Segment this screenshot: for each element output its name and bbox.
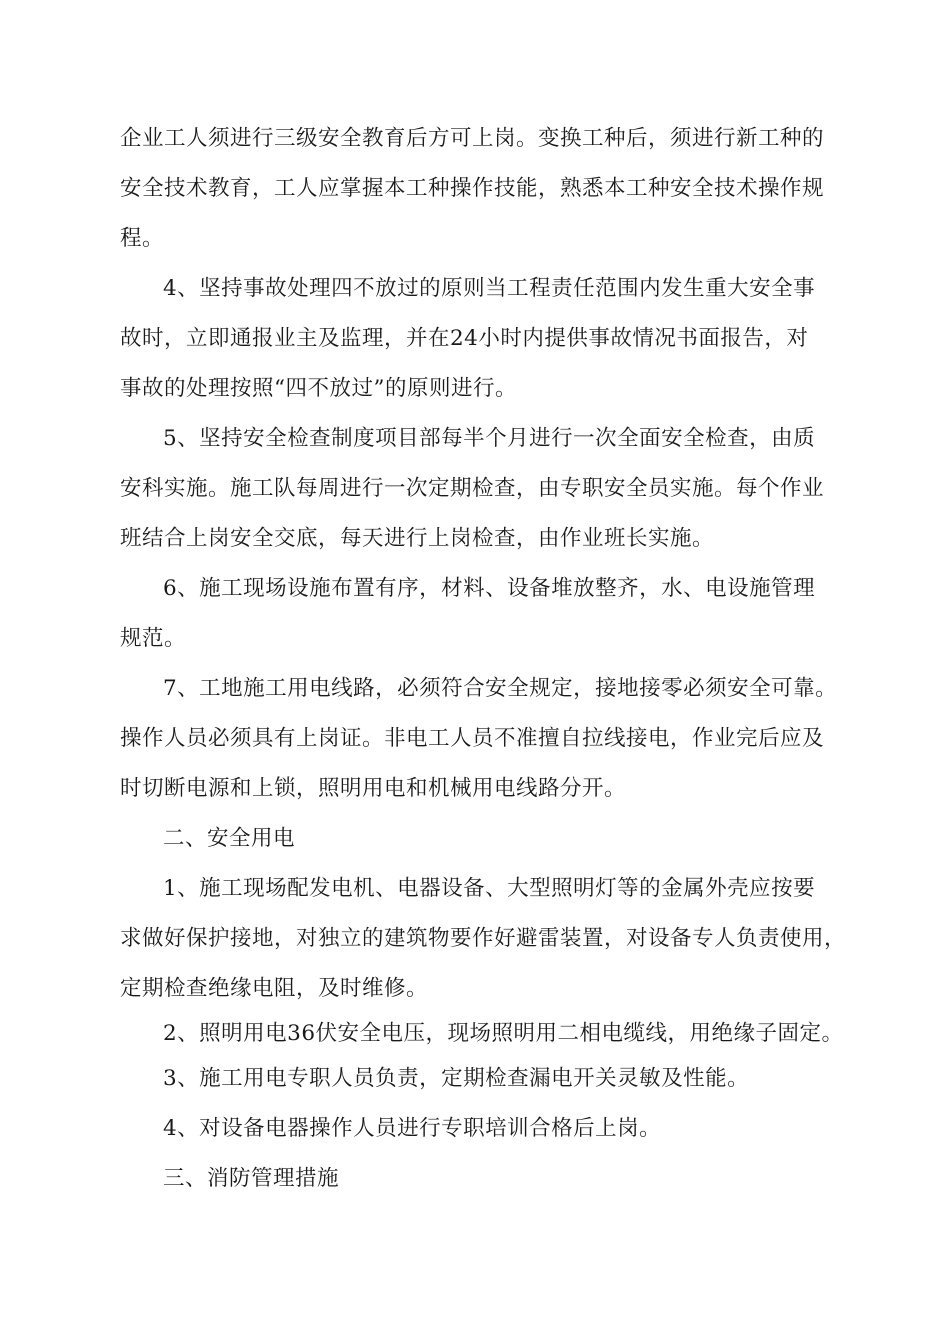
item-5-line-1: 5、坚持安全检查制度项目部每半个月进行一次全面安全检查，由质 <box>163 426 816 451</box>
item-6-line-1: 6、施工现场设施布置有序，材料、设备堆放整齐，水、电设施管理 <box>163 576 816 601</box>
item-4-line-2: 故时，立即通报业主及监理，并在24小时内提供事故情况书面报告，对 <box>120 326 809 351</box>
item-6-line-2: 规范。 <box>120 626 187 651</box>
item-4-line-1: 4、坚持事故处理四不放过的原则当工程责任范围内发生重大安全事 <box>163 276 816 301</box>
power-item-3: 3、施工用电专职人员负责，定期检查漏电开关灵敏及性能。 <box>163 1066 750 1091</box>
text-line-2: 安全技术教育，工人应掌握本工种操作技能，熟悉本工种安全技术操作规 <box>120 176 825 201</box>
power-item-1-line-3: 定期检查绝缘电阻，及时维修。 <box>120 976 429 1001</box>
power-item-1-line-2: 求做好保护接地，对独立的建筑物要作好避雷装置，对设备专人负责使用， <box>120 926 847 951</box>
item-5-line-2: 安科实施。施工队每周进行一次定期检查，由专职安全员实施。每个作业 <box>120 476 825 501</box>
item-4-line-3: 事故的处理按照“四不放过”的原则进行。 <box>120 376 517 401</box>
item-7-line-3: 时切断电源和上锁，照明用电和机械用电线路分开。 <box>120 776 627 801</box>
power-item-2: 2、照明用电36伏安全电压，现场照明用二相电缆线，用绝缘子固定。 <box>163 1021 844 1046</box>
text-line-1: 企业工人须进行三级安全教育后方可上岗。变换工种后，须进行新工种的 <box>120 126 825 151</box>
text-line-3: 程。 <box>120 226 165 251</box>
item-5-line-3: 班结合上岗安全交底，每天进行上岗检查，由作业班长实施。 <box>120 526 715 551</box>
power-item-1-line-1: 1、施工现场配发电机、电器设备、大型照明灯等的金属外壳应按要 <box>163 876 816 901</box>
section-heading-3: 三、消防管理措施 <box>163 1166 340 1191</box>
section-heading-2: 二、安全用电 <box>163 826 296 851</box>
power-item-4: 4、对设备电器操作人员进行专职培训合格后上岗。 <box>163 1116 662 1141</box>
item-7-line-2: 操作人员必须具有上岗证。非电工人员不准擅自拉线接电，作业完后应及 <box>120 726 825 751</box>
item-7-line-1: 7、工地施工用电线路，必须符合安全规定，接地接零必须安全可靠。 <box>163 676 838 701</box>
